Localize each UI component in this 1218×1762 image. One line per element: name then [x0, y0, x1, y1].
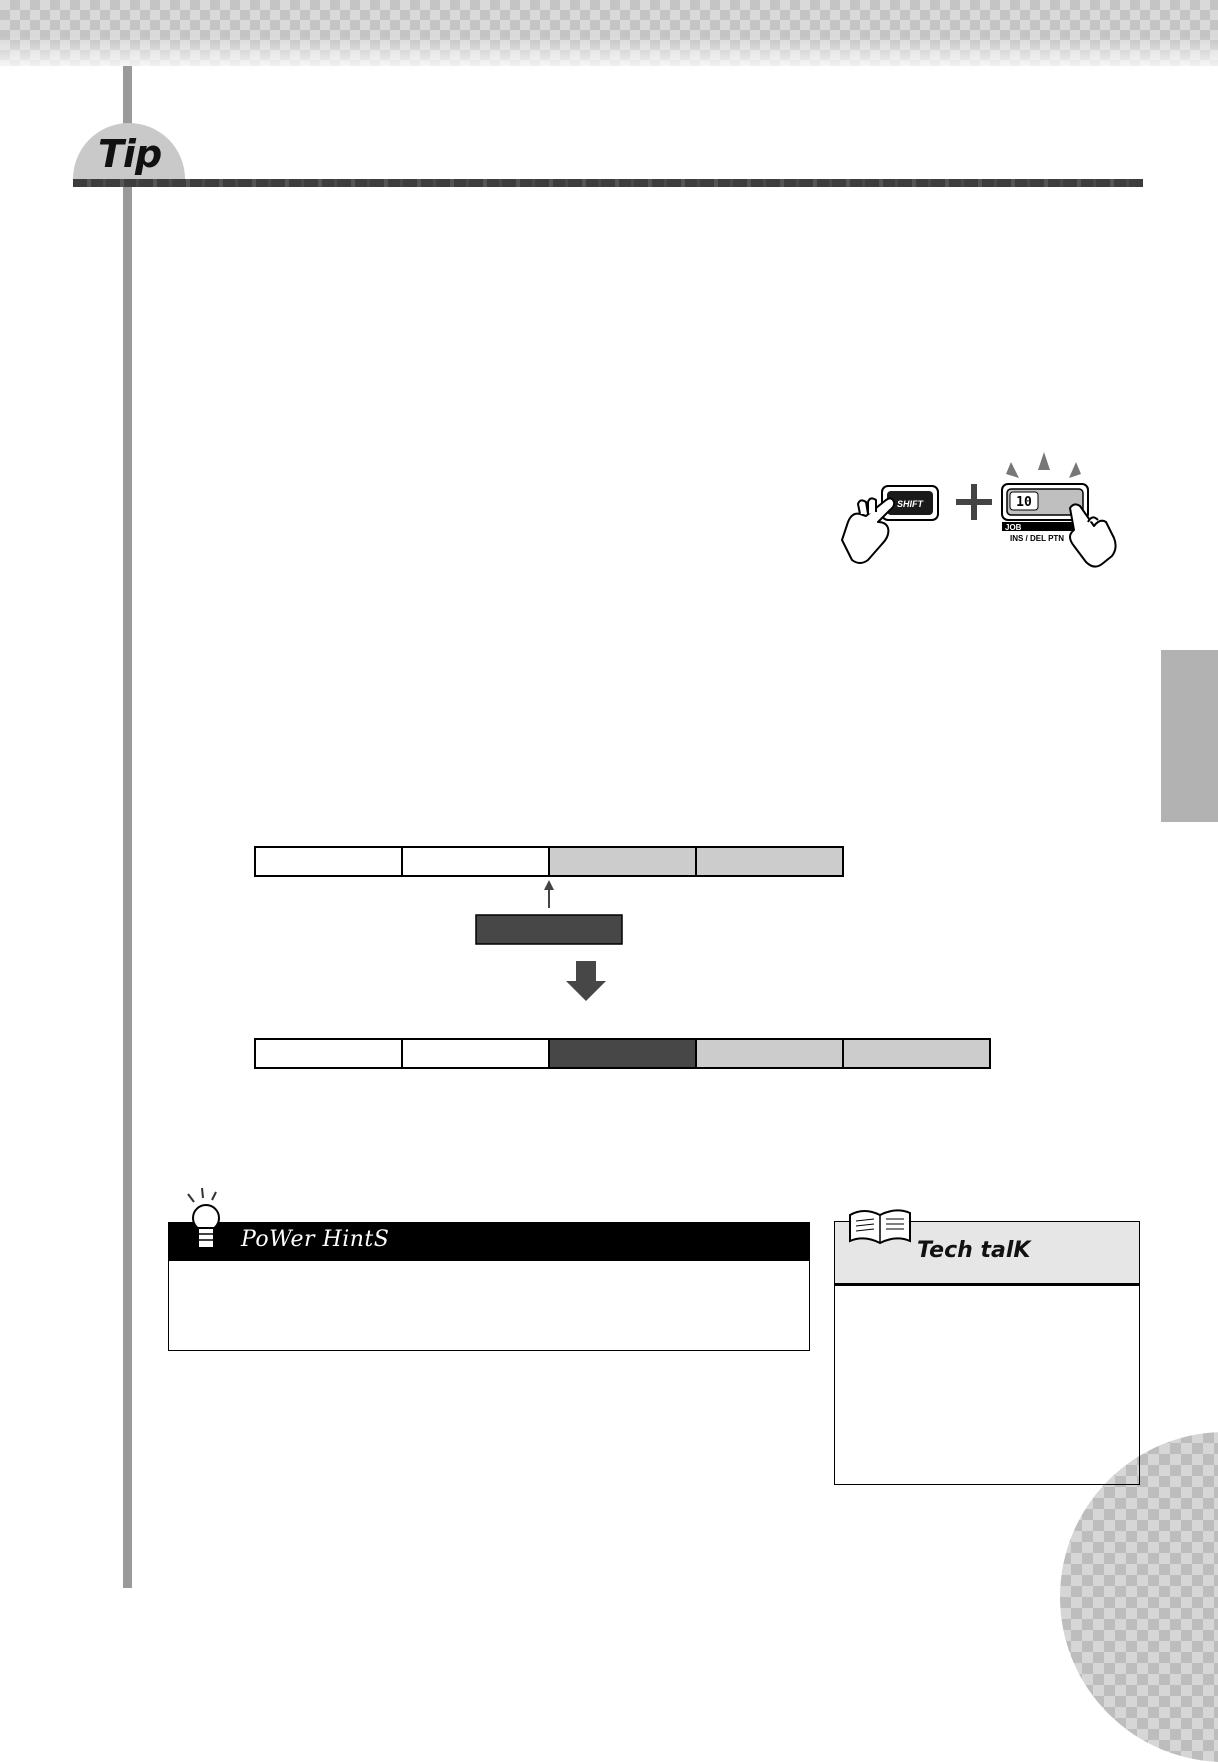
pattern-block — [402, 1039, 549, 1068]
tech-talk-title: Tech talK — [917, 1238, 1031, 1263]
pattern-block — [549, 1039, 696, 1068]
power-hints-title: PoWer HintS — [241, 1227, 390, 1252]
inserted-pattern-block — [476, 915, 622, 944]
pattern-block — [255, 847, 402, 876]
pattern-block — [696, 1039, 843, 1068]
tech-talk-box — [834, 1221, 1140, 1485]
power-hints-box — [168, 1222, 810, 1351]
tip-label: Tip — [98, 132, 162, 176]
job-label: JOB — [1005, 523, 1022, 532]
pattern-block — [549, 847, 696, 876]
insert-pointer-arrow — [544, 880, 554, 908]
pattern-block — [255, 1039, 402, 1068]
pattern-block — [843, 1039, 990, 1068]
lightbulb-icon — [182, 1186, 232, 1254]
pattern-block — [696, 847, 843, 876]
down-arrow-icon — [566, 961, 606, 1001]
bottom-pattern-row — [255, 1039, 990, 1068]
power-hints-header — [169, 1223, 809, 1261]
shift-key-label: SHIFT — [897, 499, 923, 509]
top-pattern-row — [255, 847, 843, 876]
number-key-label: 10 — [1016, 495, 1032, 510]
open-book-icon — [846, 1205, 914, 1249]
ins-del-ptn-label: INS / DEL PTN — [1010, 534, 1065, 543]
pattern-block — [402, 847, 549, 876]
